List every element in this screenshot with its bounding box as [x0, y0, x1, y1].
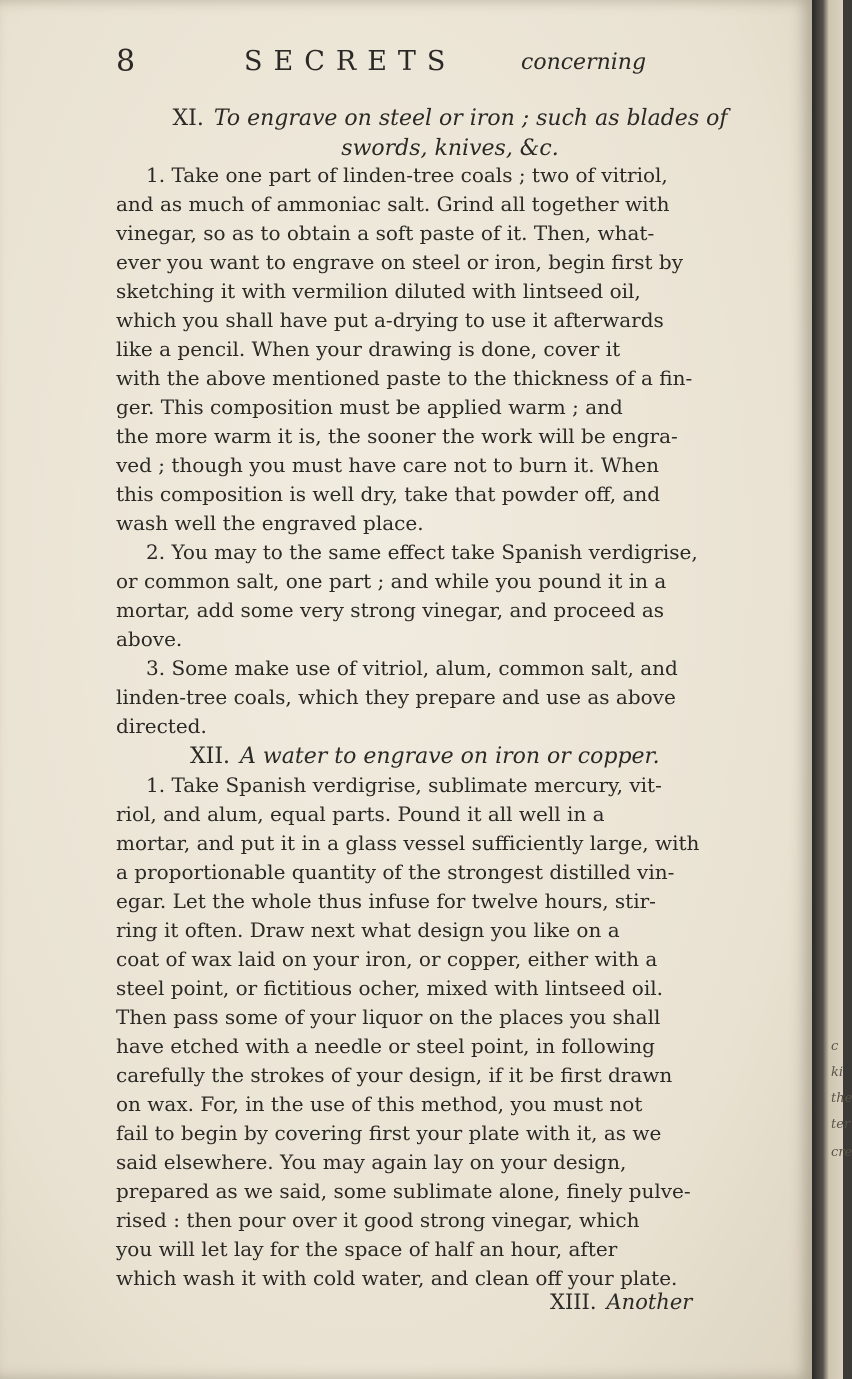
text-line: 1. Take Spanish verdigrise, sublimate mercury, vit- [146, 773, 662, 797]
text-line: riol, and alum, equal parts. Pound it all well in a [116, 802, 605, 826]
text-line: ring it often. Draw next what design you like on a [116, 918, 620, 942]
spine-fragment: cre [831, 1145, 852, 1160]
text-line: prepared as we said, some sublimate alone, finely pulve- [116, 1179, 691, 1203]
text-line: you will let lay for the space of half an hour, after [116, 1237, 618, 1261]
text-line: ved ; though you must have care not to burn it. When [116, 453, 660, 477]
text-line: above. [116, 627, 183, 651]
text-line: and as much of ammoniac salt. Grind all together with [116, 192, 670, 216]
text-line: coat of wax laid on your iron, or copper, either with a [116, 947, 658, 971]
text-line: 2. You may to the same effect take Spanish verdigrise, [146, 540, 698, 564]
text-line: with the above mentioned paste to the thickness of a fin- [116, 366, 693, 390]
section-heading-line [130, 104, 770, 134]
section-title: To engrave on steel or iron ; such as blades of [213, 106, 728, 131]
section-title: A water to engrave on iron or copper. [240, 744, 660, 769]
text-line: rised : then pour over it good strong vinegar, which [116, 1208, 640, 1232]
section-heading-xi [130, 104, 770, 164]
catchword [550, 1290, 692, 1314]
text-line: on wax. For, in the use of this method, you must not [116, 1092, 643, 1116]
text-line: directed. [116, 714, 207, 738]
text-line: ever you want to engrave on steel or iron, begin first by [116, 250, 684, 274]
text-line: which you shall have put a-drying to use it afterwards [116, 308, 664, 332]
text-line: a proportionable quantity of the strongest distilled vin- [116, 860, 675, 884]
text-line: vinegar, so as to obtain a soft paste of it. Then, what- [116, 221, 655, 245]
section-number: XII. [190, 744, 231, 769]
text-line: mortar, and put it in a glass vessel sufficiently large, with [116, 831, 700, 855]
text-line: the more warm it is, the sooner the work will be engra- [116, 424, 678, 448]
text-line: which wash it with cold water, and clean off your plate. [116, 1266, 678, 1290]
text-line: 3. Some make use of vitriol, alum, common salt, and [146, 656, 678, 680]
running-head-subtitle: concerning [521, 50, 647, 75]
text-line: Then pass some of your liquor on the places you shall [116, 1005, 661, 1029]
text-line: 1. Take one part of linden-tree coals ; two of vitriol, [146, 163, 668, 187]
text-line: steel point, or fictitious ocher, mixed with lintseed oil. [116, 976, 663, 1000]
text-line: linden-tree coals, which they prepare and use as above [116, 685, 676, 709]
spine-fragment: the [831, 1091, 852, 1106]
text-line: sketching it with vermilion diluted with lintseed oil, [116, 279, 641, 303]
section-heading-xii [190, 742, 720, 772]
text-line: said elsewhere. You may again lay on your design, [116, 1150, 627, 1174]
text-line: like a pencil. When your drawing is done, cover it [116, 337, 621, 361]
text-line: fail to begin by covering first your plate with it, as we [116, 1121, 662, 1145]
spine-fragment: ter [831, 1117, 851, 1132]
catchword-number: XIII. [550, 1290, 597, 1314]
catchword-text: Another [606, 1290, 693, 1314]
page-header [116, 40, 656, 80]
spine-fragment: c [831, 1039, 839, 1054]
spine-fragment: ki [831, 1065, 844, 1080]
text-line: carefully the strokes of your design, if it be first drawn [116, 1063, 673, 1087]
text-line: have etched with a needle or steel point, in following [116, 1034, 655, 1058]
text-line: or common salt, one part ; and while you pound it in a [116, 569, 667, 593]
text-line: egar. Let the whole thus infuse for twelve hours, stir- [116, 889, 656, 913]
running-head: SECRETS [244, 46, 457, 77]
text-line: wash well the engraved place. [116, 511, 424, 535]
text-line: mortar, add some very strong vinegar, and proceed as [116, 598, 665, 622]
section-title-continued: swords, knives, &c. [341, 136, 559, 161]
book-spine-edge [812, 0, 843, 1379]
text-line: this composition is well dry, take that powder off, and [116, 482, 661, 506]
section-number: XI. [172, 106, 204, 131]
text-line: ger. This composition must be applied warm ; and [116, 395, 623, 419]
page-number: 8 [116, 44, 136, 79]
